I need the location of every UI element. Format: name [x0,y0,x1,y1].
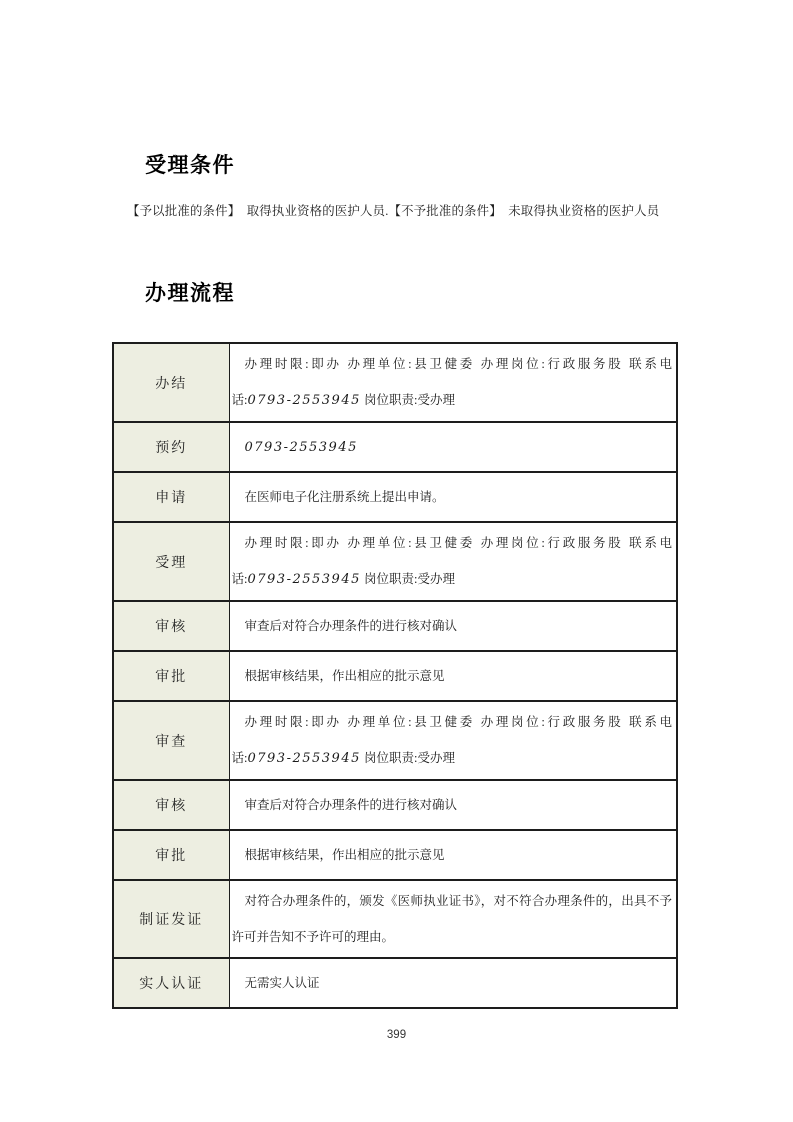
step-content-cell [229,958,677,1008]
table-row [113,651,677,701]
step-content-cell [229,422,677,472]
table-row [113,472,677,522]
content-line: 话:0793-2553945 岗位职责:受办理 [231,751,455,766]
content-line: 话:0793-2553945 岗位职责:受办理 [231,393,455,408]
content-line: 无需实人认证 [244,976,320,990]
content-line: 根据审核结果，作出相应的批示意见 [244,848,445,862]
content-line: 审查后对符合办理条件的进行核对确认 [244,619,458,633]
step-label-cell: 审核 [113,780,229,830]
step-content-cell [229,880,677,958]
content-line: 审查后对符合办理条件的进行核对确认 [244,798,458,812]
table-row [113,343,677,422]
step-label-cell: 审批 [113,830,229,880]
step-label-cell: 审批 [113,651,229,701]
content-line: 话:0793-2553945 岗位职责:受办理 [231,572,455,587]
content-line [232,429,673,466]
step-label-cell: 受理 [113,522,229,601]
table-row [113,601,677,651]
content-line: 根据审核结果，作出相应的批示意见 [244,669,445,683]
step-label-cell: 审查 [113,701,229,780]
page-number: 399 [386,1029,407,1041]
step-label-cell: 预约 [113,422,229,472]
content-line: 在医师电子化注册系统上提出申请。 [244,490,445,504]
acceptance-conditions-text: 【予以批准的条件】 取得执业资格的医护人员.【不予批准的条件】 未取得执业资格的医护人员 [127,204,660,218]
content-line: 办理时限:即办 办理单位:县卫健委 办理岗位:行政服务股 联系电 [244,715,672,729]
table-row [113,830,677,880]
table-row [113,522,677,601]
table-row [113,780,677,830]
step-content-cell [229,701,677,780]
step-label-cell: 办结 [113,343,229,422]
table-row [113,701,677,780]
step-content-cell [229,780,677,830]
content-line: 许可并告知不予许可的理由。 [231,930,395,944]
step-content-cell [229,343,677,422]
phone-number: 0793-2553945 [247,572,361,587]
step-label-cell: 制证发证 [113,880,229,958]
process-flow-table-container [112,342,678,1009]
table-row [113,422,677,472]
step-label-cell: 申请 [113,472,229,522]
process-flow-table [112,342,678,1009]
table-row [113,880,677,958]
process-flow-table-body [113,343,677,1008]
step-label-cell: 实人认证 [113,958,229,1008]
section-heading-acceptance-conditions: 受理条件 [145,154,235,177]
phone-number: 0793-2553945 [247,393,361,408]
step-content-cell [229,522,677,601]
phone-number: 0793-2553945 [244,439,358,455]
section-heading-process-flow: 办理流程 [145,282,235,305]
table-row [113,958,677,1008]
step-content-cell [229,472,677,522]
step-label-cell: 审核 [113,601,229,651]
step-content-cell [229,830,677,880]
content-line: 办理时限:即办 办理单位:县卫健委 办理岗位:行政服务股 联系电 [244,357,672,371]
step-content-cell [229,601,677,651]
step-content-cell [229,651,677,701]
phone-number: 0793-2553945 [247,751,361,766]
content-line: 办理时限:即办 办理单位:县卫健委 办理岗位:行政服务股 联系电 [244,536,672,550]
content-line: 对符合办理条件的，颁发《医师执业证书》，对不符合办理条件的，出具不予 [244,894,672,908]
